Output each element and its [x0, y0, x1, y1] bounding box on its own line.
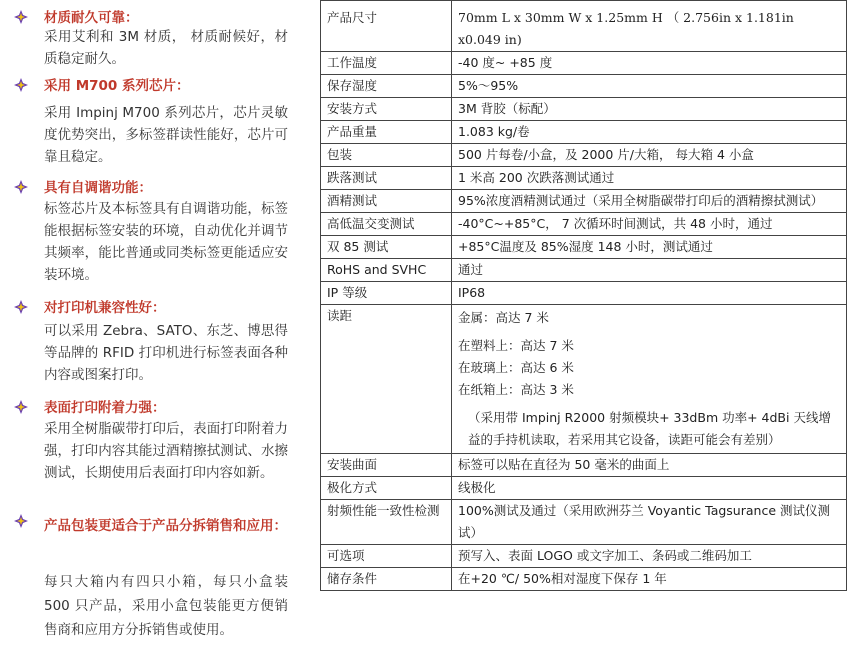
spec-value-line: 95%浓度酒精测试通过（采用全树脂碳带打印后的酒精擦拭测试） [458, 193, 824, 208]
table-row [321, 259, 847, 282]
feature-body: 可以采用 Zebra、SATO、东芝、博思得等品牌的 RFID 打印机进行标签表面各种内容或图案打印。 [44, 323, 288, 383]
table-row [321, 236, 847, 259]
table-row [321, 454, 847, 477]
spec-value [452, 568, 847, 591]
spec-key: 射频性能一致性检测 [321, 500, 452, 545]
spec-value [452, 305, 847, 454]
table-row [321, 305, 847, 454]
spec-key: 读距 [321, 305, 452, 454]
spec-key: 产品重量 [321, 121, 452, 144]
diamond-bullet-icon [14, 78, 28, 92]
feature-heading [14, 514, 288, 538]
spec-value [452, 454, 847, 477]
spec-value [452, 144, 847, 167]
spec-key: RoHS and SVHC [321, 259, 452, 282]
spec-value-line: 在玻璃上：高达 6 米 [458, 360, 574, 375]
diamond-bullet-icon [14, 400, 28, 414]
spec-value-line: 线极化 [458, 480, 496, 495]
spec-value-line: 3M 背胶（标配） [458, 101, 556, 116]
feature-heading [14, 6, 139, 26]
diamond-bullet-icon [14, 10, 28, 24]
spec-value-line: （采用带 Impinj R2000 射频模块+ 33dBm 功率+ 4dBi 天线增益的手持机读取，若采用其它设备，读距可能会有差别） [468, 410, 831, 447]
spec-value [452, 282, 847, 305]
feature-title: 材质耐久可靠： [44, 10, 139, 26]
diamond-bullet-icon [14, 514, 28, 528]
spec-value-line: 标签可以贴在直径为 50 毫米的曲面上 [458, 457, 670, 472]
table-row [321, 121, 847, 144]
spec-value [452, 236, 847, 259]
table-row [321, 568, 847, 591]
spec-value-line: 500 片每卷/小盒，及 2000 片/大箱， 每大箱 4 小盒 [458, 147, 754, 162]
feature-title: 产品包装更适合于产品分拆销售和应用： [44, 518, 287, 534]
spec-value-line: 在塑料上：高达 7 米 [458, 338, 574, 353]
spec-key: 极化方式 [321, 477, 452, 500]
spec-key: 工作温度 [321, 52, 452, 75]
feature-body: 采用全树脂碳带打印后，表面打印附着力强，打印内容其能过酒精擦拭测试、水擦测试，长期使用后表面打印内容如新。 [44, 421, 288, 481]
spec-value-line: 1 米高 200 次跌落测试通过 [458, 170, 615, 185]
spec-value [452, 213, 847, 236]
feature-title: 具有自调谐功能： [44, 180, 152, 196]
spec-value [452, 98, 847, 121]
spec-value [452, 477, 847, 500]
spec-value-line: 通过 [458, 262, 484, 277]
spec-value-line: 金属：高达 7 米 [458, 310, 549, 325]
spec-value-line: 5%～95% [458, 78, 519, 93]
spec-key: 包装 [321, 144, 452, 167]
table-row [321, 144, 847, 167]
feature-title: 表面打印附着力强： [44, 400, 166, 416]
spec-value [452, 1, 847, 52]
spec-value-line: 100%测试及通过（采用欧洲芬兰 Voyantic Tagsurance 测试仪测试） [458, 503, 830, 540]
feature-heading [14, 176, 152, 196]
spec-key: 产品尺寸 [321, 1, 452, 52]
spec-value-line: 1.083 kg/卷 [458, 124, 530, 139]
spec-value [452, 121, 847, 144]
feature-heading [14, 296, 166, 316]
feature-heading [14, 396, 166, 416]
spec-value [452, 500, 847, 545]
spec-value-line: 预写入、表面 LOGO 或文字加工、条码或二维码加工 [458, 548, 752, 563]
spec-table [320, 0, 847, 591]
spec-value [452, 75, 847, 98]
spec-key: 安装曲面 [321, 454, 452, 477]
table-row [321, 190, 847, 213]
feature-body: 采用艾利和 3M 材质， 材质耐候好，材质稳定耐久。 [44, 29, 288, 67]
spec-value-line: -40°C~+85°C， 7 次循环时间测试，共 48 小时，通过 [458, 216, 773, 231]
feature-body: 标签芯片及本标签具有自调谐功能，标签能根据标签安装的环境，自动优化并调节其频率，能比普通或同类标签更能适应安装环境。 [44, 201, 288, 283]
table-row [321, 500, 847, 545]
table-row [321, 477, 847, 500]
feature-body: 每只大箱内有四只小箱，每只小盒装 500 只产品，采用小盒包装能更方便销售商和应用方分拆销售或使用。 [44, 574, 288, 638]
feature-heading [14, 74, 190, 94]
table-row [321, 98, 847, 121]
spec-key: IP 等级 [321, 282, 452, 305]
feature-body: 采用 Impinj M700 系列芯片，芯片灵敏度优势突出，多标签群读性能好，芯片可靠且稳定。 [44, 105, 288, 165]
spec-key: 跌落测试 [321, 167, 452, 190]
table-row [321, 282, 847, 305]
diamond-bullet-icon [14, 300, 28, 314]
spec-value-line: 在+20 ℃/ 50%相对湿度下保存 1 年 [458, 571, 667, 586]
feature-title: 对打印机兼容性好： [44, 300, 166, 316]
spec-key: 酒精测试 [321, 190, 452, 213]
table-row [321, 75, 847, 98]
feature-title: 采用 M700 系列芯片： [44, 78, 190, 94]
spec-key: 储存条件 [321, 568, 452, 591]
table-row [321, 545, 847, 568]
table-row [321, 213, 847, 236]
spec-value [452, 545, 847, 568]
spec-value [452, 259, 847, 282]
spec-value-line: IP68 [458, 285, 486, 300]
table-row [321, 52, 847, 75]
spec-key: 可选项 [321, 545, 452, 568]
spec-key: 保存湿度 [321, 75, 452, 98]
spec-value-line: 在纸箱上：高达 3 米 [458, 382, 574, 397]
table-row [321, 1, 847, 52]
spec-value [452, 167, 847, 190]
spec-key: 高低温交变测试 [321, 213, 452, 236]
spec-value [452, 190, 847, 213]
spec-key: 双 85 测试 [321, 236, 452, 259]
diamond-bullet-icon [14, 180, 28, 194]
table-row [321, 167, 847, 190]
spec-value-line: 70mm L x 30mm W x 1.25mm H （ 2.756in x 1.181in x0.049 in) [458, 10, 794, 47]
spec-value [452, 52, 847, 75]
spec-value-line: -40 度~ +85 度 [458, 55, 553, 70]
spec-key: 安装方式 [321, 98, 452, 121]
spec-value-line: +85°C温度及 85%湿度 148 小时，测试通过 [458, 239, 713, 254]
